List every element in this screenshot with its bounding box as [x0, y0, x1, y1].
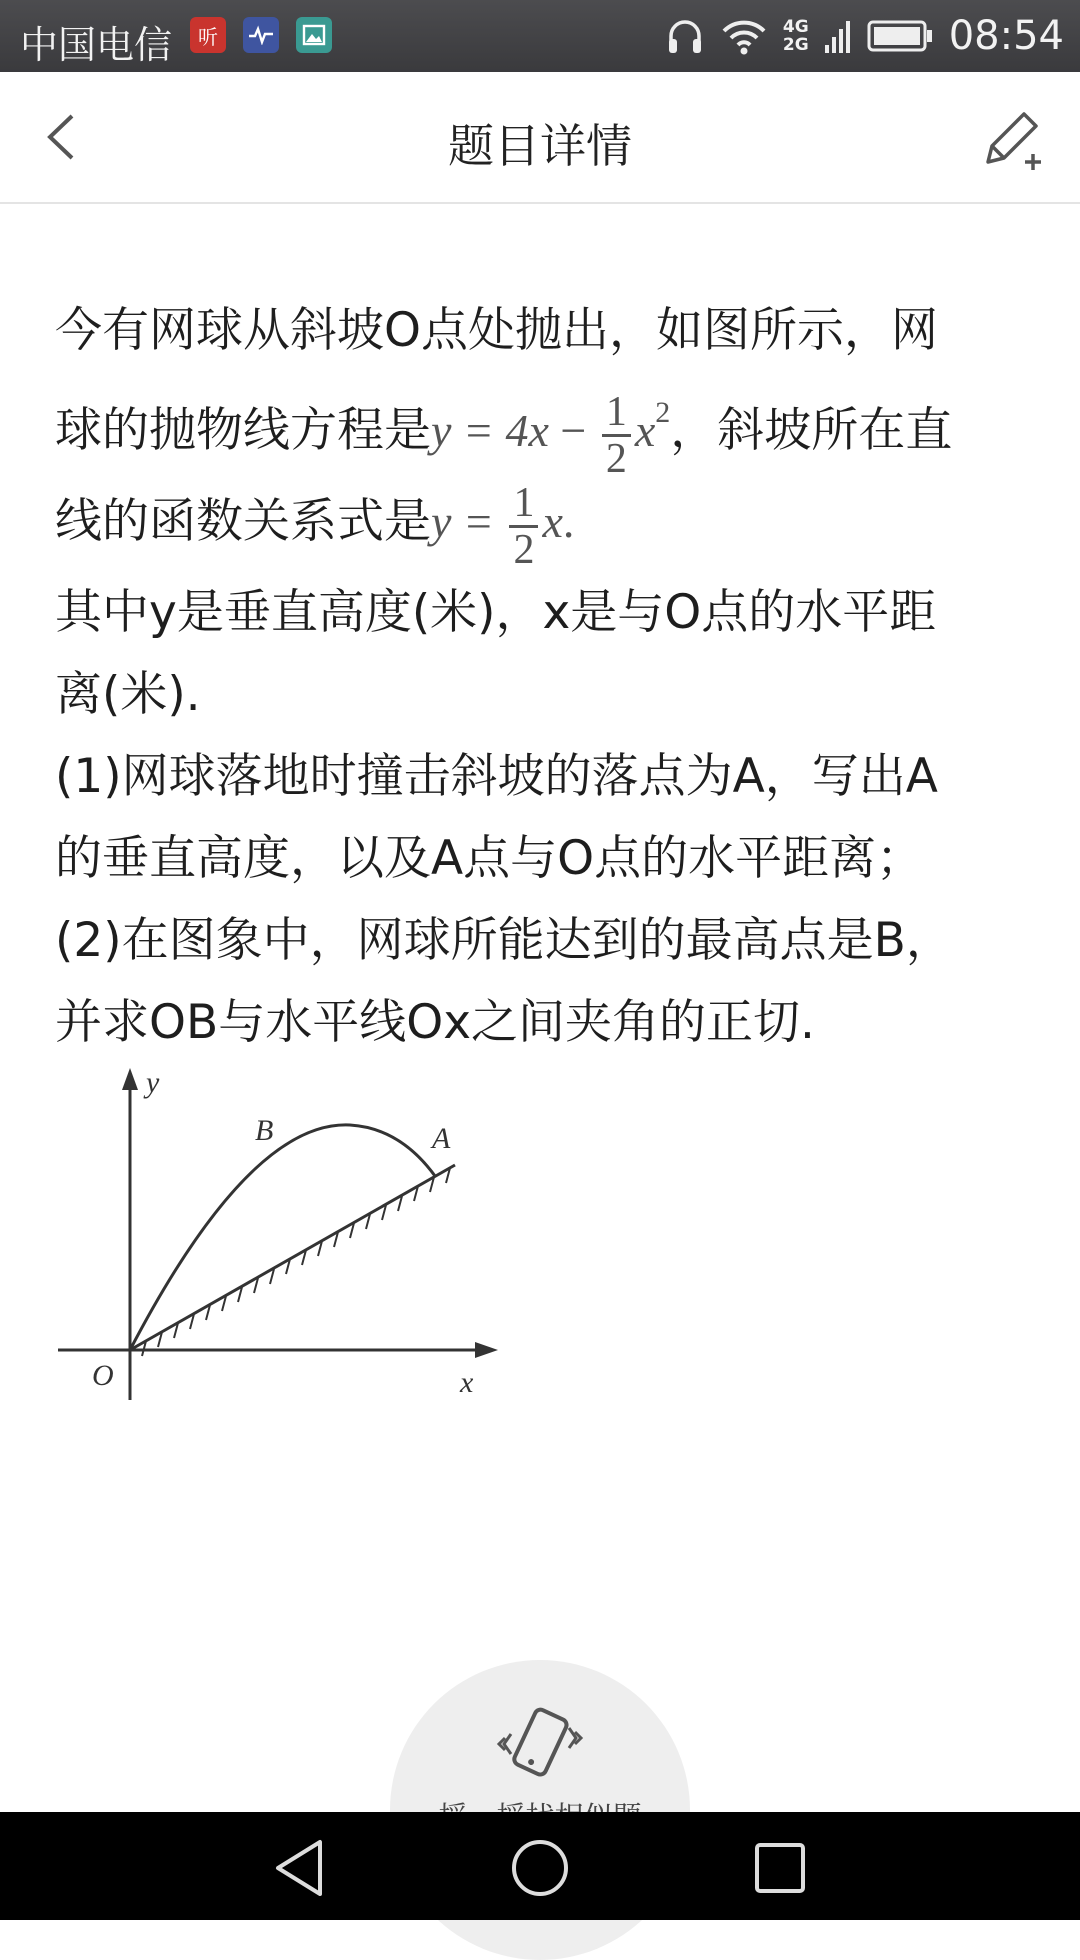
slope-equation — [431, 479, 575, 573]
question-text: 球的抛物线方程是 — [55, 403, 431, 458]
slope-hatching — [142, 1168, 450, 1356]
question-line-1: 今有网球从斜坡O点处抛出，如图所示，网 — [55, 303, 938, 358]
origin-label: O — [92, 1359, 114, 1392]
question-text: 线的函数关系式是 — [55, 494, 431, 549]
question-line-6: (1)网球落地时撞击斜坡的落点为A，写出A — [55, 748, 938, 804]
eq2-lhs: y = — [431, 496, 506, 547]
page-title: 题目详情 — [448, 119, 632, 173]
eq1-fraction — [602, 390, 631, 481]
x-axis-arrow — [475, 1342, 498, 1358]
question-line-7: 的垂直高度，以及A点与O点的水平距离； — [55, 830, 924, 886]
edit-button[interactable] — [978, 102, 1050, 174]
trajectory-figure — [50, 1060, 510, 1420]
wifi-icon — [721, 17, 767, 55]
x-axis-label: x — [460, 1366, 474, 1399]
nav-recent-square-icon[interactable] — [748, 1836, 812, 1900]
nav-home-circle-icon[interactable] — [508, 1836, 572, 1900]
eq1-denominator: 2 — [605, 435, 627, 482]
parabola-curve — [130, 1125, 435, 1350]
network-2g: 2G — [782, 35, 809, 55]
eq2-denominator: 2 — [513, 526, 535, 573]
question-line-2 — [55, 372, 1035, 481]
eq2-fraction — [509, 481, 538, 572]
health-app-icon — [243, 17, 279, 53]
network-type — [783, 18, 809, 54]
eq1-x: x — [528, 405, 549, 456]
y-axis-arrow — [122, 1068, 138, 1090]
eq1-minus: − — [548, 405, 598, 456]
status-bar — [0, 0, 1080, 72]
network-4g: 4G — [782, 17, 809, 37]
question-line-4: 其中y是垂直高度(米)，x是与O点的水平距 — [55, 584, 937, 640]
signal-icon — [825, 17, 851, 55]
clock: 08:54 — [948, 13, 1064, 59]
eq1-x2: x — [634, 405, 656, 456]
eq2-x: x — [542, 496, 563, 547]
gallery-app-icon — [296, 17, 332, 53]
question-line-3 — [55, 481, 1035, 572]
eq1-exponent: 2 — [655, 396, 671, 429]
y-axis-label: y — [146, 1066, 160, 1099]
nav-back-triangle-icon[interactable] — [270, 1836, 334, 1900]
eq1-lhs: y = 4 — [431, 405, 529, 456]
eq1-numerator: 1 — [602, 390, 631, 437]
listen-app-icon: 听 — [190, 17, 226, 53]
question-line-9: 并求OB与水平线Ox之间夹角的正切. — [55, 994, 815, 1050]
point-a-label: A — [432, 1122, 451, 1155]
question-line-8: (2)在图象中，网球所能达到的最高点是B， — [55, 912, 953, 968]
eq2-dot: . — [562, 496, 575, 547]
headphones-icon — [665, 16, 705, 56]
slope-line — [130, 1165, 455, 1350]
question-line-5: 离(米). — [55, 666, 201, 722]
eq2-numerator: 1 — [509, 481, 538, 528]
system-nav-bar — [0, 1812, 1080, 1920]
edit-plus-icon — [978, 102, 1050, 174]
question-text-tail: ，斜坡所在直 — [670, 403, 953, 458]
parabola-equation — [431, 388, 671, 482]
question-content — [55, 290, 1035, 1064]
app-header — [0, 72, 1080, 204]
carrier-name: 中国电信 — [20, 23, 173, 67]
battery-icon — [867, 19, 933, 53]
point-b-label: B — [255, 1114, 274, 1147]
shake-phone-icon — [495, 1698, 585, 1788]
